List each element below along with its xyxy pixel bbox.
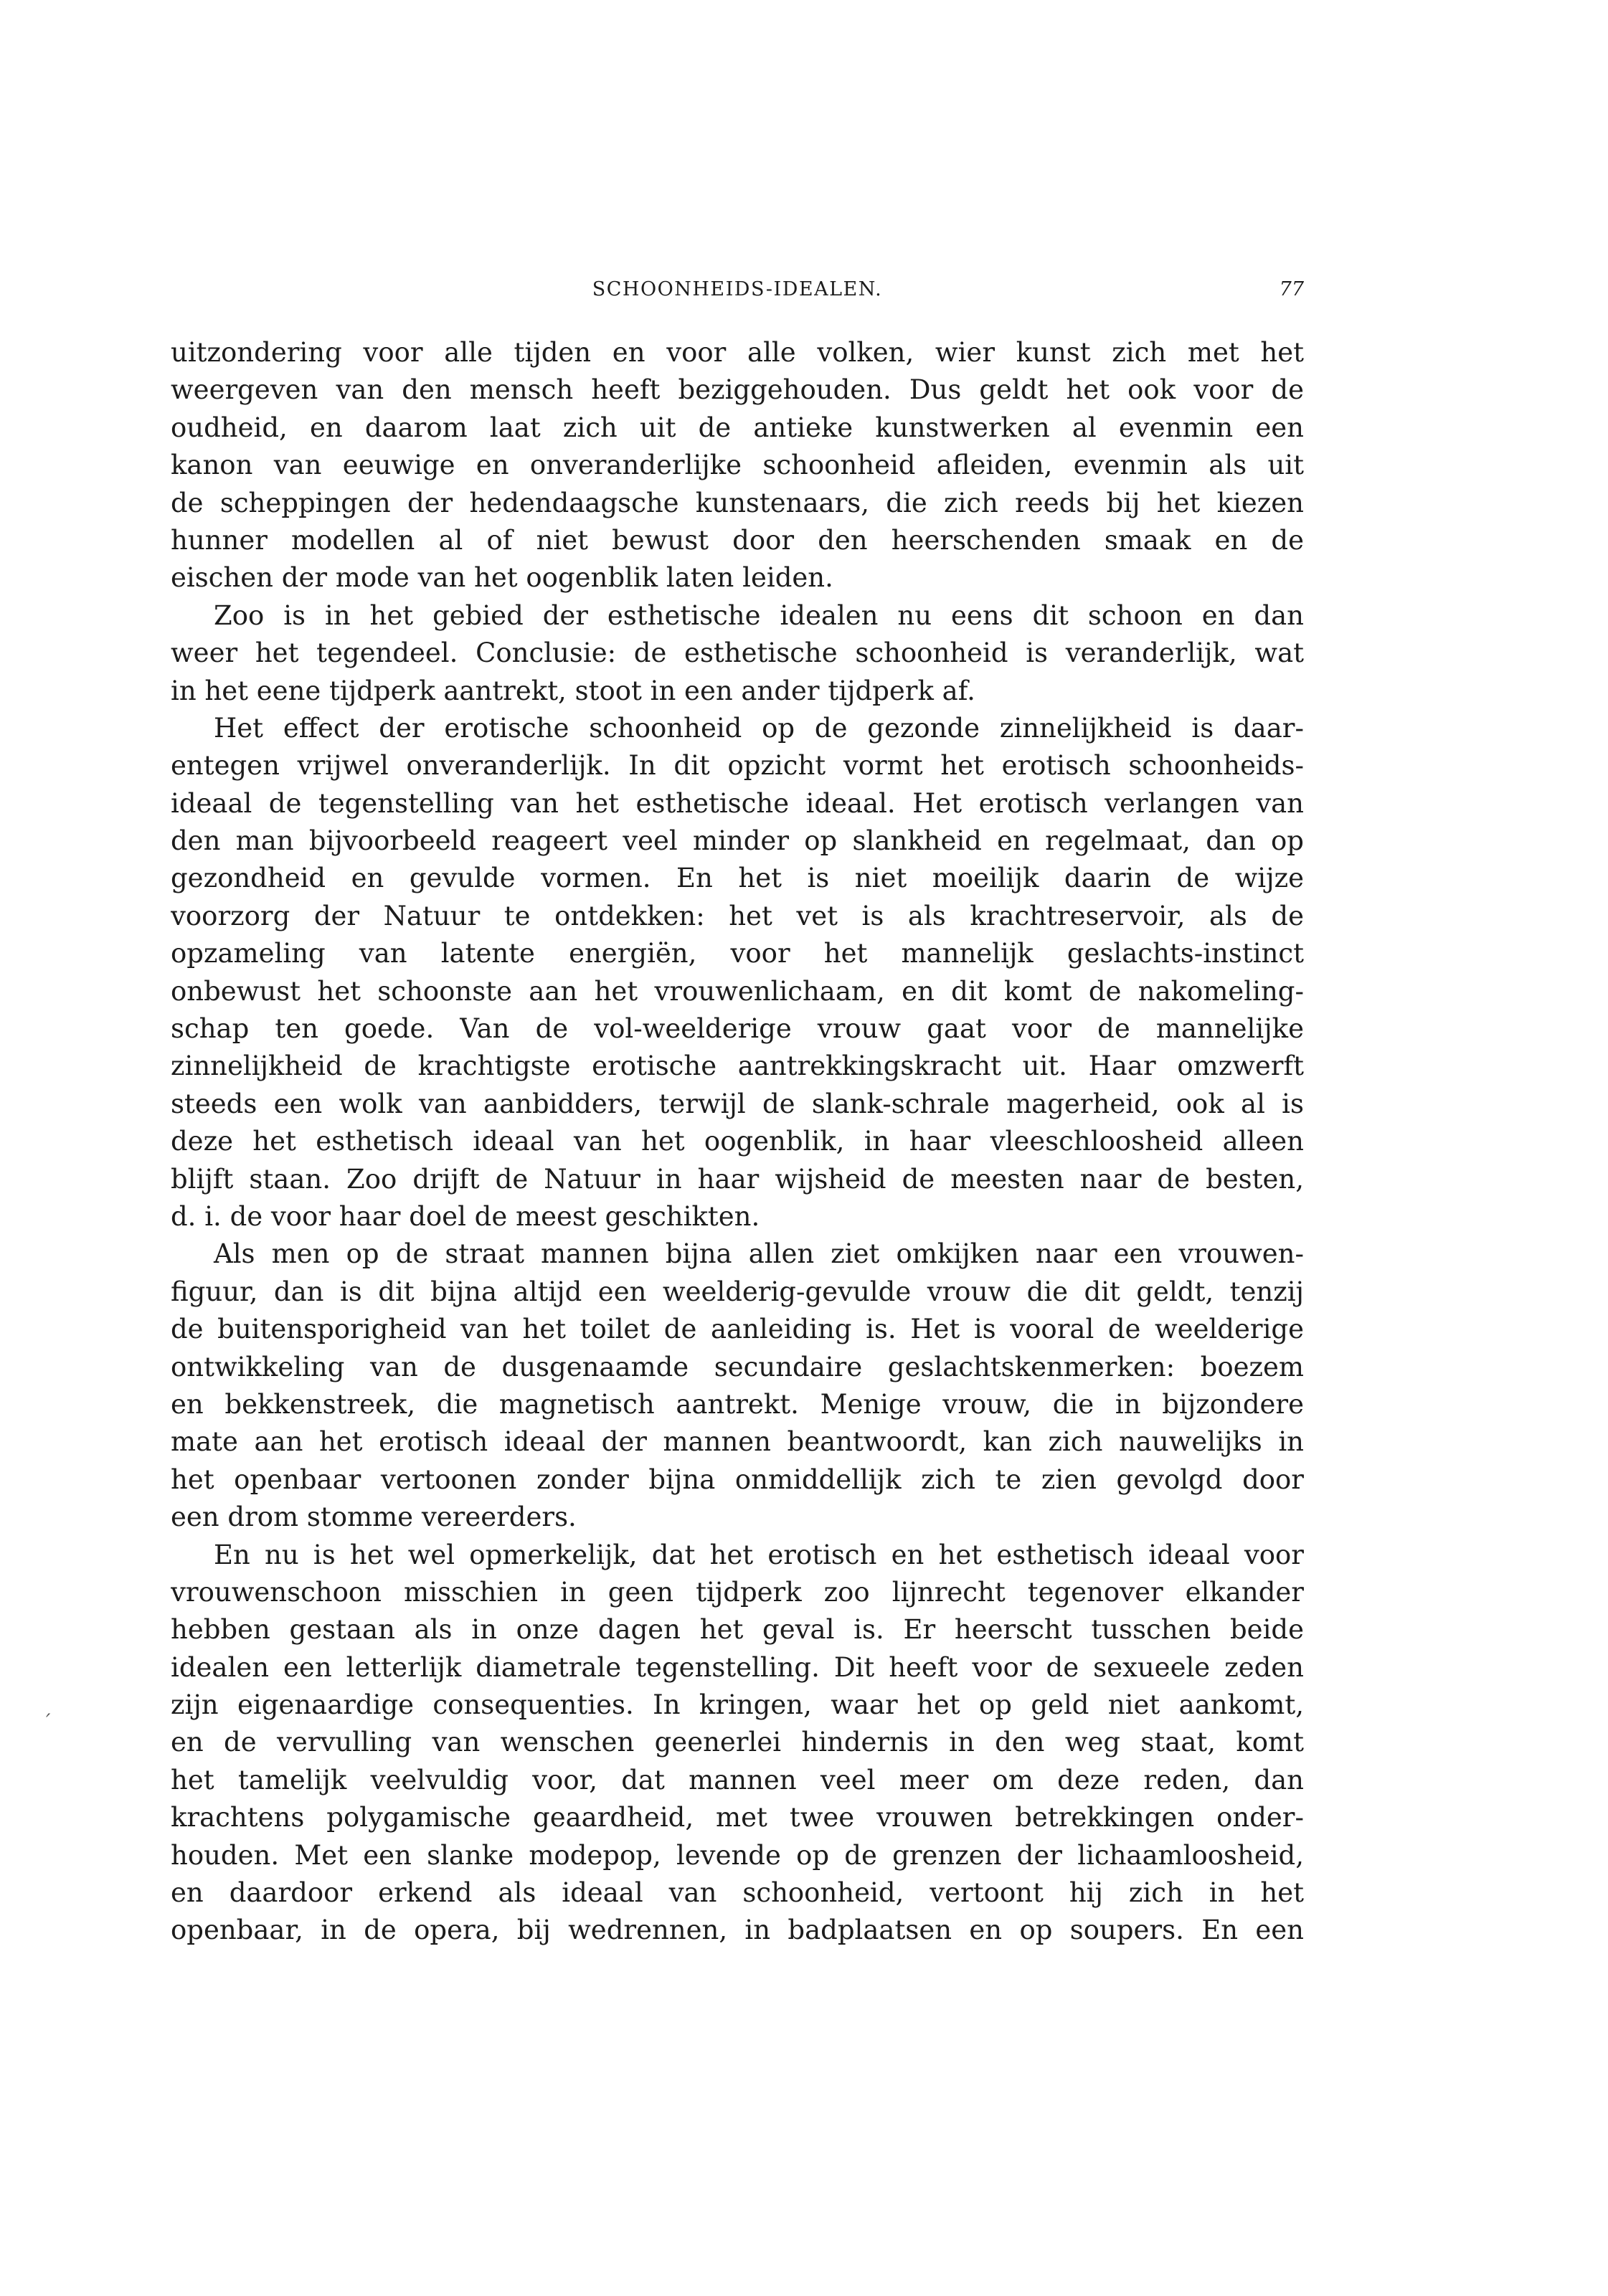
text-line: kanon van eeuwige en onveranderlijke schoonheid afleiden, evenmin als uit (171, 450, 1304, 481)
running-title: SCHOONHEIDS-IDEALEN. (592, 278, 883, 300)
body-text (171, 334, 1304, 1950)
text-line: ontwikkeling van de dusgenaamde secundaire geslachtskenmerken: boezem (171, 1351, 1304, 1382)
text-line: weergeven van den mensch heeft beziggehouden. Dus geldt het ook voor de (171, 374, 1304, 406)
text-line: figuur, dan is dit bijna altijd een weelderig-gevulde vrouw die dit geldt, tenzij (171, 1276, 1304, 1307)
text-line: hebben gestaan als in onze dagen het geval is. Er heerscht tusschen beide (171, 1614, 1304, 1646)
text-line: hunner modellen al of niet bewust door den heerschenden smaak en de (171, 524, 1304, 556)
text-line: de scheppingen der hedendaagsche kunstenaars, die zich reeds bij het kiezen (171, 487, 1304, 518)
text-line: en bekkenstreek, die magnetisch aantrekt. Menige vrouw, die in bijzondere (171, 1388, 1304, 1420)
text-line: voorzorg der Natuur te ontdekken: het vet is als krachtreservoir, als de (171, 900, 1304, 931)
text-line: schap ten goede. Van de vol-weelderige vrouw gaat voor de mannelijke (171, 1013, 1304, 1045)
text-line: een drom stomme vereerders. (171, 1502, 577, 1533)
text-line: zijn eigenaardige consequenties. In kringen, waar het op geld niet aankomt, (171, 1689, 1304, 1721)
text-line: d. i. de voor haar doel de meest geschikten. (171, 1200, 760, 1232)
text-line: eischen der mode van het oogenblik laten leiden. (171, 562, 833, 594)
text-line: het tamelijk veelvuldig voor, dat mannen veel meer om deze reden, dan (171, 1764, 1304, 1795)
text-line: Als men op de straat mannen bijna allen ziet omkijken naar een vrouwen- (214, 1238, 1304, 1270)
text-line: zinnelijkheid de krachtigste erotische aantrekkingskracht uit. Haar omzwerft (171, 1050, 1304, 1082)
text-line: Zoo is in het gebied der esthetische idealen nu eens dit schoon en dan (214, 599, 1304, 631)
text-line: deze het esthetisch ideaal van het oogenblik, in haar vleeschloosheid alleen (171, 1126, 1304, 1157)
text-line: en de vervulling van wenschen geenerlei hindernis in den weg staat, komt (171, 1727, 1304, 1758)
text-line: onbewust het schoonste aan het vrouwenlichaam, en dit komt de nakomeling- (171, 975, 1304, 1007)
text-line: in het eene tijdperk aantrekt, stoot in een ander tijdperk af. (171, 675, 975, 706)
text-line: En nu is het wel opmerkelijk, dat het erotisch en het esthetisch ideaal voor (214, 1539, 1304, 1570)
text-line: blijft staan. Zoo drijft de Natuur in haar wijsheid de meesten naar de besten, (171, 1163, 1304, 1195)
text-line: steeds een wolk van aanbidders, terwijl de slank-schrale magerheid, ook al is (171, 1088, 1304, 1119)
text-line: gezondheid en gevulde vormen. En het is niet moeilijk daarin de wijze (171, 863, 1304, 894)
text-line: entegen vrijwel onveranderlijk. In dit opzicht vormt het erotisch schoonheids- (171, 750, 1304, 782)
margin-mark: ′ (46, 1709, 51, 1733)
text-line: oudheid, en daarom laat zich uit de antieke kunstwerken al evenmin een (171, 412, 1304, 443)
text-line: idealen een letterlijk diametrale tegenstelling. Dit heeft voor de sexueele zeden (171, 1651, 1304, 1683)
text-line: mate aan het erotisch ideaal der mannen beantwoordt, kan zich nauwelijks in (171, 1426, 1304, 1458)
text-line: en daardoor erkend als ideaal van schoonheid, vertoont hij zich in het (171, 1877, 1304, 1909)
text-line: weer het tegendeel. Conclusie: de esthetische schoonheid is veranderlijk, wat (171, 637, 1304, 669)
text-line: krachtens polygamische geaardheid, met twee vrouwen betrekkingen onder- (171, 1802, 1304, 1834)
text-line: den man bijvoorbeeld reageert veel minder op slankheid en regelmaat, dan op (171, 825, 1304, 857)
text-line: opzameling van latente energiën, voor het mannelijk geslachts-instinct (171, 938, 1304, 969)
running-head (171, 275, 1304, 304)
text-line: openbaar, in de opera, bij wedrennen, in badplaatsen en op soupers. En een (171, 1915, 1304, 1946)
text-line: ideaal de tegenstelling van het esthetische ideaal. Het erotisch verlangen van (171, 787, 1304, 819)
text-line: uitzondering voor alle tijden en voor alle volken, wier kunst zich met het (171, 337, 1304, 368)
text-line: Het effect der erotische schoonheid op de gezonde zinnelijkheid is daar- (214, 712, 1304, 744)
text-line: het openbaar vertoonen zonder bijna onmiddellijk zich te zien gevolgd door (171, 1464, 1304, 1495)
page-number: 77 (1279, 278, 1304, 300)
text-line: vrouwenschoon misschien in geen tijdperk zoo lijnrecht tegenover elkander (171, 1576, 1304, 1608)
text-line: houden. Met een slanke modepop, levende op de grenzen der lichaamloosheid, (171, 1839, 1304, 1871)
text-line: de buitensporigheid van het toilet de aanleiding is. Het is vooral de weelderige (171, 1314, 1304, 1345)
